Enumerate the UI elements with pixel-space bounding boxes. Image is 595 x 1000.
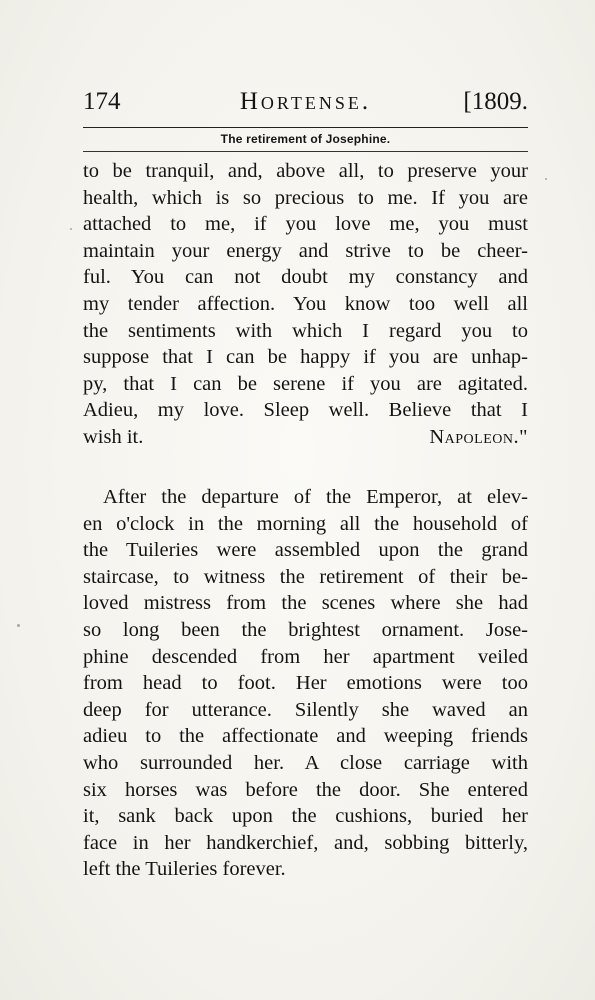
- text-line: en o'clock in the morning all the household of: [83, 512, 528, 535]
- text-line: so long been the brightest ornament. Jose-: [83, 618, 528, 641]
- signature: Napoleon.": [429, 425, 528, 448]
- subheading-rule: [83, 151, 528, 152]
- text-line: deep for utterance. Silently she waved an: [83, 698, 528, 721]
- text-line: ful. You can not doubt my constancy and: [83, 266, 528, 289]
- text-line: phine descended from her apartment veiled: [83, 645, 528, 668]
- paper-speck: [70, 228, 72, 230]
- text-line: six horses was before the door. She entered: [83, 778, 528, 801]
- narrative-paragraph: [83, 484, 528, 883]
- text-line: the sentiments with which I regard you to: [83, 319, 528, 342]
- section-subheading: The retirement of Josephine.: [220, 132, 391, 146]
- text-line: it, sank back upon the cushions, buried her: [83, 805, 528, 828]
- header-rule: [83, 127, 528, 128]
- text-line: attached to me, if you love me, you must: [83, 213, 528, 236]
- text-line: Adieu, my love. Sleep well. Believe that I: [83, 399, 528, 422]
- letter-text: [83, 158, 528, 451]
- paper-speck: [545, 178, 547, 180]
- text-line: who surrounded her. A close carriage with: [83, 751, 528, 774]
- text-line: After the departure of the Emperor, at elev-: [103, 486, 528, 508]
- book-title: Hortense.: [239, 88, 372, 115]
- year-label: [1809.: [463, 88, 528, 115]
- text-line: left the Tuileries forever.: [83, 858, 286, 881]
- text-line: health, which is so precious to me. If you are: [83, 186, 528, 209]
- page-number: 174: [83, 88, 121, 115]
- running-head: [83, 88, 528, 124]
- text-line: the Tuileries were assembled upon the grand: [83, 539, 528, 562]
- text-line: face in her handkerchief, and, sobbing bitterly,: [83, 831, 528, 854]
- text-line: staircase, to witness the retirement of their be-: [83, 565, 528, 588]
- text-line: maintain your energy and strive to be cheer-: [83, 239, 528, 262]
- text-line: suppose that I can be happy if you are unhap-: [83, 346, 528, 369]
- closing-text: wish it.: [83, 425, 144, 448]
- text-line: py, that I can be serene if you are agitated.: [83, 372, 528, 395]
- text-line: from head to foot. Her emotions were too: [83, 672, 528, 695]
- paper-speck: [17, 624, 20, 627]
- text-line: to be tranquil, and, above all, to preserve your: [83, 160, 528, 182]
- text-line: loved mistress from the scenes where she had: [83, 592, 528, 615]
- closing-line: [83, 424, 528, 451]
- text-line: adieu to the affectionate and weeping friends: [83, 725, 528, 748]
- text-line: my tender affection. You know too well all: [83, 292, 528, 315]
